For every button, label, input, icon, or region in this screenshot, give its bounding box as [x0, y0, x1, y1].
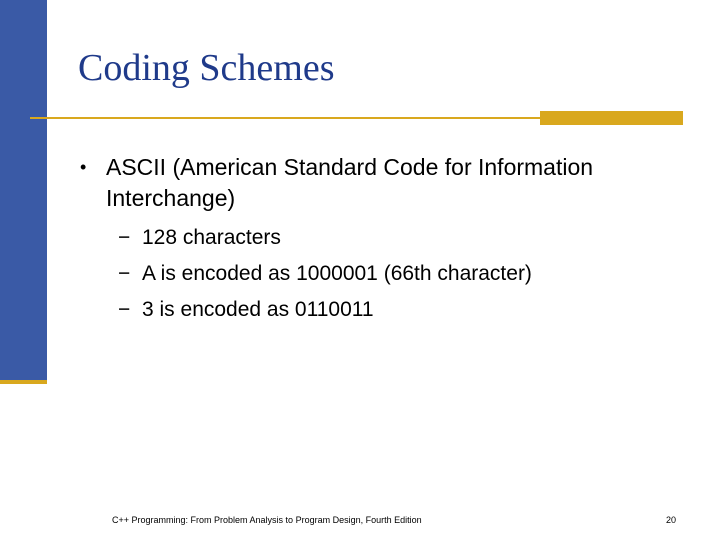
sub-bullet-item	[118, 298, 374, 322]
bullet-marker: •	[80, 157, 87, 177]
bullet-text: ASCII (American Standard Code for Information Interchange)	[106, 154, 594, 211]
page-number: 20	[666, 515, 677, 525]
sub-bullet-item	[118, 226, 281, 250]
sub-bullet-item	[118, 262, 532, 286]
sub-bullet-marker: −	[118, 298, 131, 321]
slide-title: Coding Schemes	[78, 47, 335, 89]
sub-bullet-marker: −	[118, 226, 131, 249]
left-accent-bar-tip	[0, 380, 47, 384]
title-underline	[30, 117, 540, 119]
title-underline-block	[540, 111, 683, 125]
sub-bullet-marker: −	[118, 262, 131, 285]
sub-bullet-text: 3 is encoded as 0110011	[142, 298, 374, 321]
footer-text: C++ Programming: From Problem Analysis to Program Design, Fourth Edition	[112, 515, 422, 525]
left-accent-bar	[0, 0, 47, 380]
sub-bullet-text: 128 characters	[142, 226, 281, 249]
sub-bullet-text: A is encoded as 1000001 (66th character)	[142, 262, 532, 285]
bullet-item	[80, 152, 640, 214]
